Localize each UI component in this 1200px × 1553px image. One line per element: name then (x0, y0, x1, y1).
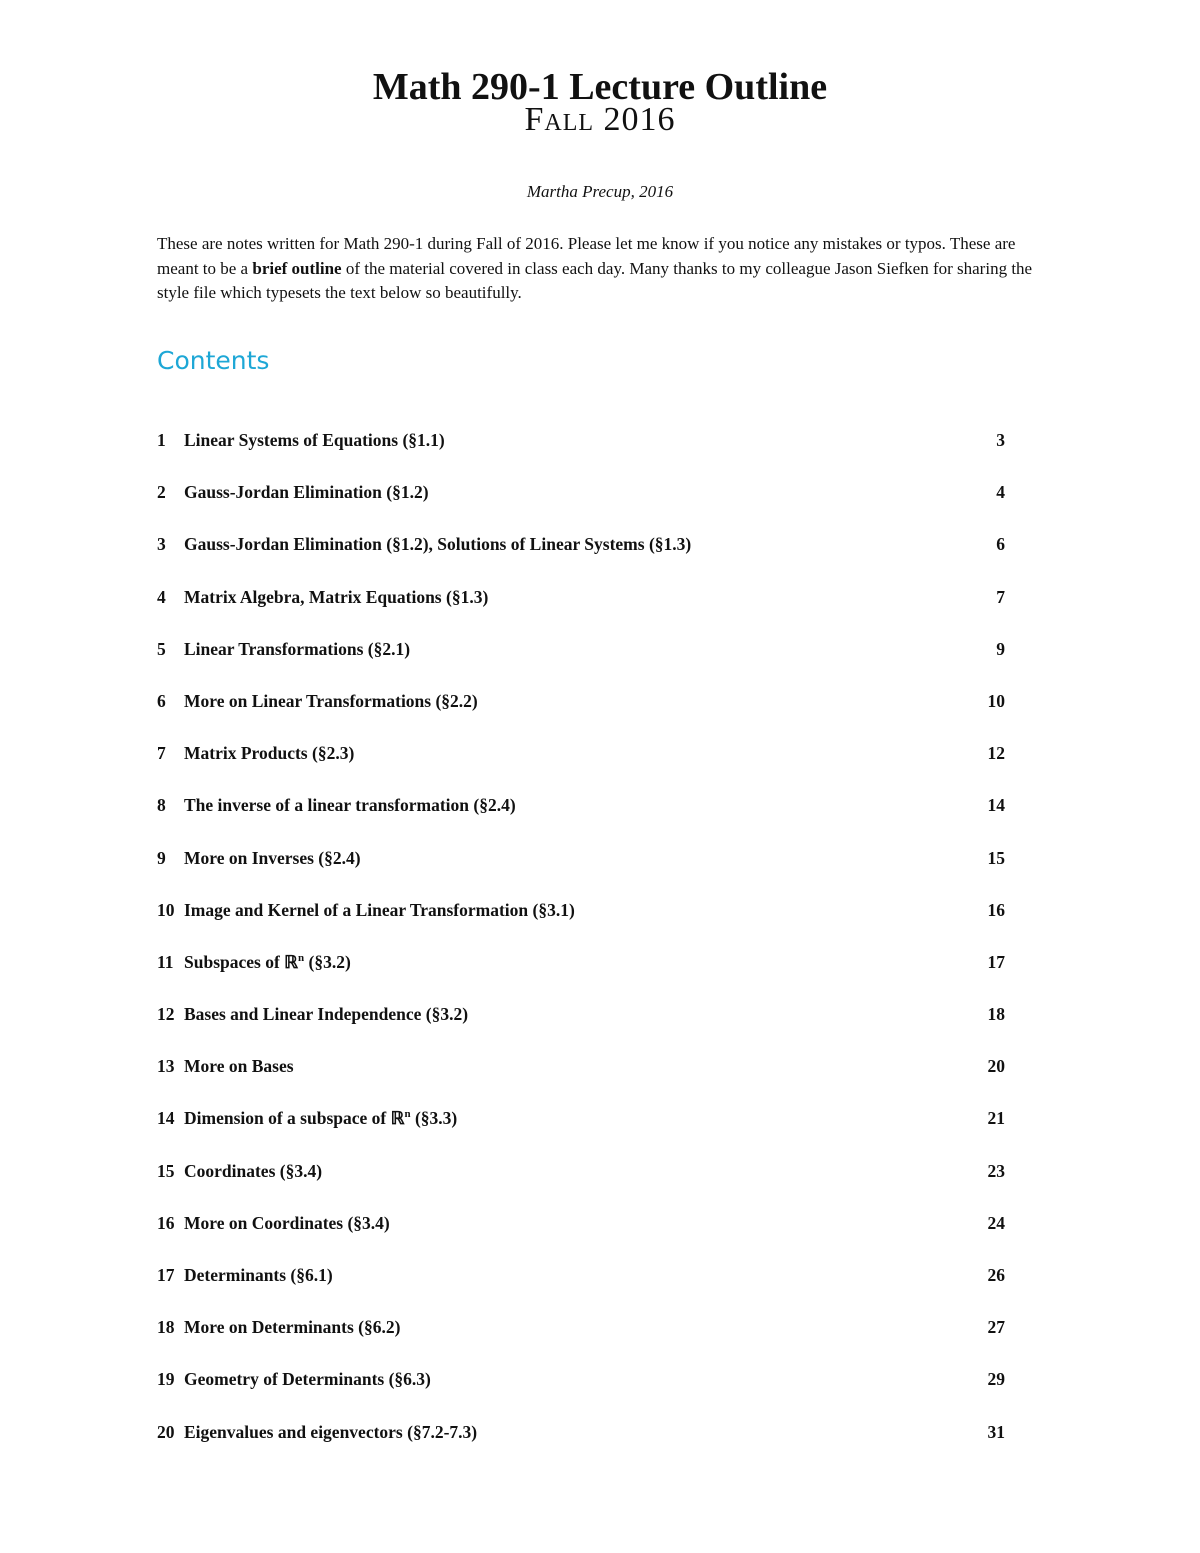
toc-entry-title[interactable]: More on Bases (184, 1056, 294, 1077)
toc-entry-number: 12 (157, 1004, 175, 1025)
toc-entry-page[interactable]: 29 (987, 1369, 1005, 1390)
toc-entry[interactable] (157, 1197, 1005, 1249)
toc-entry-page[interactable]: 10 (987, 690, 1005, 711)
toc-entry-page[interactable]: 16 (987, 899, 1005, 920)
toc-entry-title[interactable]: Image and Kernel of a Linear Transformation (§3.1) (184, 899, 575, 920)
toc-entry-page[interactable]: 3 (996, 430, 1005, 450)
table-of-contents (157, 414, 1005, 1458)
toc-entry-title[interactable]: More on Coordinates (§3.4) (184, 1212, 390, 1233)
author-line: Martha Precup, 2016 (526, 182, 674, 201)
toc-entry-number: 16 (157, 1212, 175, 1233)
toc-entry-title-superscript: n (404, 1108, 411, 1121)
toc-entry-page[interactable]: 18 (987, 1004, 1005, 1025)
toc-entry-number: 7 (157, 743, 166, 764)
toc-entry-title[interactable]: More on Inverses (§2.4) (184, 847, 361, 868)
toc-entry-title[interactable]: Matrix Products (§2.3) (184, 743, 355, 764)
toc-entry[interactable] (157, 1249, 1005, 1301)
toc-entry-title[interactable]: Bases and Linear Independence (§3.2) (184, 1004, 469, 1025)
toc-entry-page[interactable]: 9 (996, 638, 1005, 659)
toc-entry-page[interactable]: 14 (987, 795, 1005, 816)
toc-entry-number: 18 (157, 1317, 175, 1338)
toc-entry-page[interactable]: 4 (996, 482, 1005, 503)
toc-entry[interactable] (157, 518, 1005, 570)
toc-entry[interactable] (157, 623, 1005, 675)
toc-entry-page[interactable]: 12 (987, 743, 1005, 764)
toc-entry-number: 1 (157, 430, 166, 450)
toc-entry-number: 15 (157, 1160, 175, 1181)
toc-entry-number: 17 (157, 1265, 175, 1285)
toc-entry-page[interactable]: 31 (987, 1421, 1005, 1442)
toc-entry[interactable] (157, 884, 1005, 936)
toc-entry[interactable] (157, 832, 1005, 884)
toc-entry-title-text: (§3.2) (304, 951, 351, 972)
toc-entry-page[interactable]: 26 (987, 1265, 1005, 1285)
toc-entry[interactable] (157, 988, 1005, 1040)
toc-entry-number: 11 (157, 951, 174, 972)
document-subtitle: Fall 2016 (524, 101, 676, 138)
document-title: Math 290-1 Lecture Outline (372, 66, 828, 108)
toc-entry[interactable] (157, 936, 1005, 988)
toc-entry-title[interactable]: The inverse of a linear transformation (§2.4) (184, 795, 516, 816)
toc-entry-title-text: (§3.3) (410, 1108, 458, 1129)
toc-entry-number: 13 (157, 1056, 175, 1077)
toc-entry-title[interactable]: Linear Systems of Equations (§1.1) (184, 430, 445, 450)
toc-entry-number: 10 (157, 899, 175, 920)
toc-entry-title[interactable] (184, 1092, 965, 1144)
toc-entry[interactable] (157, 414, 1005, 466)
toc-entry-title[interactable]: More on Linear Transformations (§2.2) (184, 690, 478, 711)
toc-entry[interactable] (157, 1040, 1005, 1092)
toc-entry-title[interactable]: Geometry of Determinants (§6.3) (184, 1369, 431, 1390)
intro-text-2: of the material covered in class each day. Many thanks to my colleague Jason Siefken for sharing the style file which typesets the text below so beautifully. (157, 258, 1033, 302)
toc-entry-title-superscript: n (298, 952, 305, 965)
toc-entry-title[interactable]: Gauss-Jordan Elimination (§1.2) (184, 482, 429, 503)
toc-entry-title[interactable]: Eigenvalues and eigenvectors (§7.2-7.3) (184, 1421, 478, 1442)
toc-entry-page[interactable]: 20 (987, 1056, 1005, 1077)
toc-entry-number: 20 (157, 1421, 175, 1442)
toc-entry-number: 2 (157, 482, 166, 503)
toc-entry[interactable] (157, 1406, 1005, 1458)
toc-entry-title[interactable]: More on Determinants (§6.2) (184, 1317, 401, 1338)
toc-entry-number: 4 (157, 586, 166, 607)
toc-entry-page[interactable]: 6 (996, 534, 1005, 555)
toc-entry-number: 9 (157, 847, 166, 868)
toc-entry[interactable] (157, 466, 1005, 518)
toc-entry-number: 14 (157, 1108, 175, 1129)
toc-entry-number: 19 (157, 1369, 175, 1390)
toc-entry-page[interactable]: 23 (987, 1160, 1005, 1181)
toc-entry-title-text: Dimension of a subspace of ℝ (184, 1108, 405, 1129)
toc-entry-number: 8 (157, 795, 166, 816)
toc-entry-title[interactable]: Linear Transformations (§2.1) (184, 638, 411, 659)
toc-entry-title[interactable] (184, 936, 965, 988)
toc-entry[interactable] (157, 727, 1005, 779)
toc-entry-title-text: Subspaces of ℝ (184, 951, 299, 972)
contents-heading: Contents (157, 346, 270, 375)
toc-entry-page[interactable]: 27 (987, 1317, 1005, 1338)
toc-entry[interactable] (157, 1092, 1005, 1144)
toc-entry-title[interactable]: Determinants (§6.1) (184, 1265, 333, 1285)
intro-text-1: These are notes written for Math 290-1 during Fall of 2016. Please let me know if you notice any mistakes or typos. These are meant to be a (157, 234, 1016, 278)
toc-entry[interactable] (157, 779, 1005, 831)
toc-entry-page[interactable]: 21 (987, 1108, 1005, 1129)
intro-paragraph (157, 232, 1047, 306)
toc-entry-title[interactable]: Coordinates (§3.4) (184, 1160, 323, 1181)
toc-entry[interactable] (157, 1145, 1005, 1197)
toc-entry-page[interactable]: 24 (987, 1212, 1005, 1233)
toc-entry[interactable] (157, 1301, 1005, 1353)
toc-entry[interactable] (157, 1353, 1005, 1405)
intro-bold-text: brief outline (252, 258, 342, 278)
toc-entry[interactable] (157, 571, 1005, 623)
toc-entry-page[interactable]: 7 (996, 586, 1005, 607)
toc-entry-title[interactable]: Gauss-Jordan Elimination (§1.2), Solutions of Linear Systems (§1.3) (184, 534, 692, 555)
toc-entry[interactable] (157, 675, 1005, 727)
toc-entry-number: 3 (157, 534, 166, 555)
toc-entry-page[interactable]: 17 (987, 951, 1005, 972)
toc-entry-page[interactable]: 15 (987, 847, 1005, 868)
toc-entry-title[interactable]: Matrix Algebra, Matrix Equations (§1.3) (184, 586, 489, 607)
toc-entry-number: 5 (157, 638, 166, 659)
toc-entry-number: 6 (157, 690, 166, 711)
